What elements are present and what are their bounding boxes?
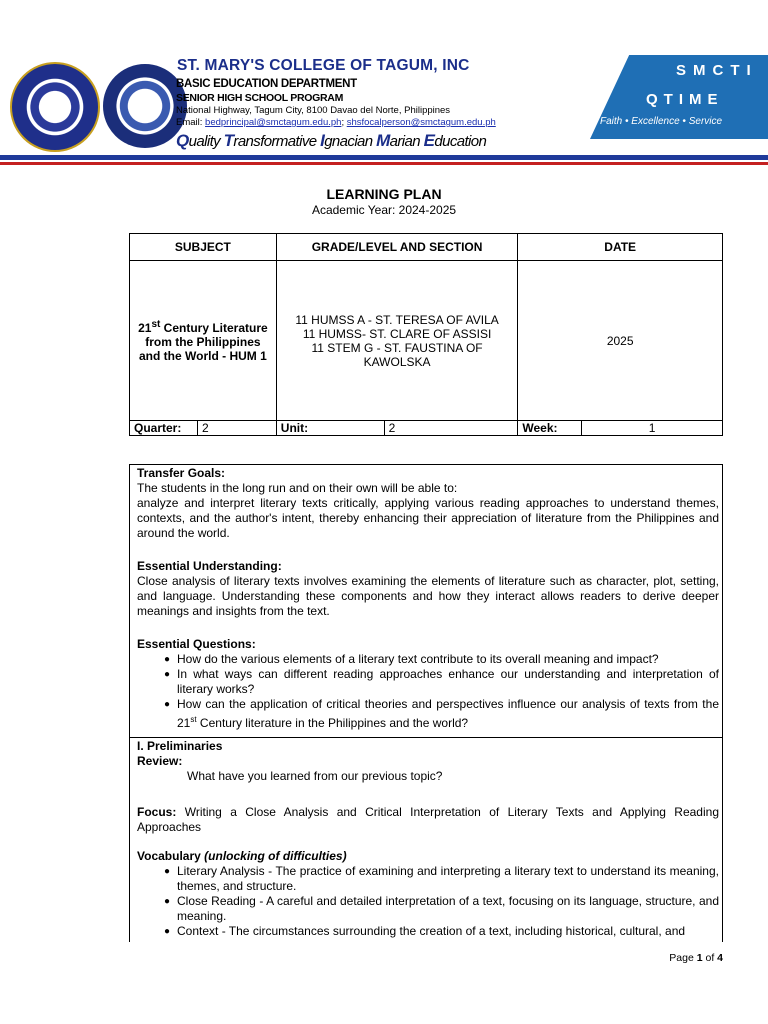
week-value: 1 bbox=[582, 421, 723, 436]
motto-letter: M bbox=[376, 131, 390, 150]
section-heading: Essential Questions: bbox=[137, 637, 256, 651]
page-total: 4 bbox=[717, 952, 723, 964]
question-list bbox=[137, 652, 719, 731]
department-name: BASIC EDUCATION DEPARTMENT bbox=[176, 78, 357, 90]
vocabulary bbox=[137, 849, 719, 939]
essential-questions bbox=[137, 637, 719, 731]
header-divider bbox=[0, 162, 768, 165]
sections-cell bbox=[276, 261, 518, 421]
department-seal-icon bbox=[103, 64, 187, 148]
banner-line1: SMCTI bbox=[676, 62, 758, 79]
transfer-goals bbox=[137, 466, 719, 541]
email-link-principal[interactable]: bedprincipal@smctagum.edu.ph bbox=[205, 117, 342, 128]
list-item bbox=[137, 697, 719, 731]
motto-letter: T bbox=[223, 131, 234, 150]
subject-sup: st bbox=[151, 318, 161, 330]
list-item: ● How do the various elements of a literary text contribute to its overall meaning and impact? bbox=[137, 652, 719, 667]
banner-tagline: Faith • Excellence • Service bbox=[600, 116, 723, 127]
college-seal-icon bbox=[10, 62, 100, 152]
quarter-label: Quarter: bbox=[130, 421, 198, 436]
section-item: 11 HUMSS A - ST. TERESA OF AVILA bbox=[295, 312, 499, 327]
section-divider bbox=[130, 737, 722, 738]
motto-letter: E bbox=[423, 131, 435, 150]
header-divider bbox=[0, 155, 768, 160]
page-label: Page bbox=[669, 952, 697, 964]
email-label: Email: bbox=[176, 117, 203, 128]
list-item: ● Literary Analysis - The practice of examining and interpreting a literary text to understand its meaning, themes, and structure. bbox=[137, 864, 719, 894]
list-item: ● Close Reading - A careful and detailed interpretation of a text, focusing on its language, structure, and meaning. bbox=[137, 894, 719, 924]
header-subject: SUBJECT bbox=[130, 234, 277, 261]
school-name: ST. MARY'S COLLEGE OF TAGUM, INC bbox=[177, 57, 470, 74]
list-item: ● In what ways can different reading approaches enhance our understanding and interpretation of literary works? bbox=[137, 667, 719, 697]
section-text: analyze and interpret literary texts critically, applying various reading approaches to understand themes, contexts, and the author's intent, thereby enhancing their appreciation of literature from the Philippines and around the world. bbox=[137, 496, 719, 540]
motto-word: ducation bbox=[434, 133, 487, 150]
week-label: Week: bbox=[518, 421, 582, 436]
section-text: Close analysis of literary texts involves examining the elements of literature such as character, plot, setting, and language. Understanding these components and how they interact allows readers to derive deeper meanings and insights from the text. bbox=[137, 574, 719, 618]
learning-plan-content bbox=[129, 464, 723, 942]
page-number bbox=[669, 952, 723, 964]
banner-line2: QTIME bbox=[646, 91, 724, 108]
motto-word: arian bbox=[389, 133, 424, 150]
focus-text: Writing a Close Analysis and Critical Interpretation of Literary Texts and Applying Reading Approaches bbox=[137, 805, 719, 834]
vocab-label: Vocabulary bbox=[137, 849, 201, 863]
vocab-list bbox=[137, 864, 719, 939]
section-heading: Transfer Goals: bbox=[137, 466, 226, 480]
motto bbox=[176, 131, 486, 151]
quarter-value: 2 bbox=[197, 421, 276, 436]
header-date: DATE bbox=[518, 234, 723, 261]
program-name: SENIOR HIGH SCHOOL PROGRAM bbox=[176, 92, 344, 104]
document-title: LEARNING PLAN bbox=[326, 186, 442, 202]
header-grade-section: GRADE/LEVEL AND SECTION bbox=[276, 234, 518, 261]
vocab-note: (unlocking of difficulties) bbox=[204, 849, 347, 863]
motto-letter: Q bbox=[176, 131, 189, 150]
letterhead bbox=[0, 0, 768, 175]
motto-word: uality bbox=[188, 133, 224, 150]
page-of: of bbox=[702, 952, 718, 964]
section-heading: Essential Understanding: bbox=[137, 559, 282, 573]
page-current: 1 bbox=[696, 952, 703, 964]
motto-word: ransformative bbox=[233, 133, 321, 150]
focus-label: Focus: bbox=[137, 805, 177, 819]
focus bbox=[137, 805, 719, 835]
unit-value: 2 bbox=[384, 421, 518, 436]
subject-cell bbox=[130, 261, 277, 421]
review-text: What have you learned from our previous topic? bbox=[187, 769, 443, 783]
question-text: How can the application of critical theories and perspectives influence our analysis of texts from the 21 bbox=[177, 697, 719, 730]
question-sup: st bbox=[190, 715, 197, 724]
email-link-focal[interactable]: shsfocalperson@smctagum.edu.ph bbox=[346, 117, 496, 128]
info-table bbox=[129, 233, 723, 436]
date-cell: 2025 bbox=[518, 261, 723, 421]
essential-understanding bbox=[137, 559, 719, 619]
section-text: The students in the long run and on their own will be able to: bbox=[137, 481, 458, 495]
review-label: Review: bbox=[137, 754, 183, 768]
list-item: ● Context - The circumstances surrounding the creation of a text, including historical, cultural, and bbox=[137, 924, 719, 939]
email-line: Email: bedprincipal@smctagum.edu.ph; shsfocalperson@smctagum.edu.ph bbox=[176, 117, 496, 128]
section-item: 11 STEM G - ST. FAUSTINA OF KAWOLSKA bbox=[311, 340, 483, 369]
motto-word: gnacian bbox=[324, 133, 377, 150]
question-text: Century literature in the Philippines and the world? bbox=[196, 716, 469, 730]
motto-letter: I bbox=[320, 131, 325, 150]
academic-year: Academic Year: 2024-2025 bbox=[311, 203, 457, 217]
school-address: National Highway, Tagum City, 8100 Davao del Norte, Philippines bbox=[176, 105, 451, 116]
subject-text: Century Literature from the Philippines and the World - HUM 1 bbox=[139, 320, 268, 363]
section-heading: I. Preliminaries bbox=[137, 739, 223, 753]
preliminaries bbox=[137, 739, 719, 784]
section-item: 11 HUMSS- ST. CLARE OF ASSISI bbox=[302, 326, 492, 341]
unit-label: Unit: bbox=[276, 421, 384, 436]
subject-text: 21 bbox=[138, 320, 152, 335]
